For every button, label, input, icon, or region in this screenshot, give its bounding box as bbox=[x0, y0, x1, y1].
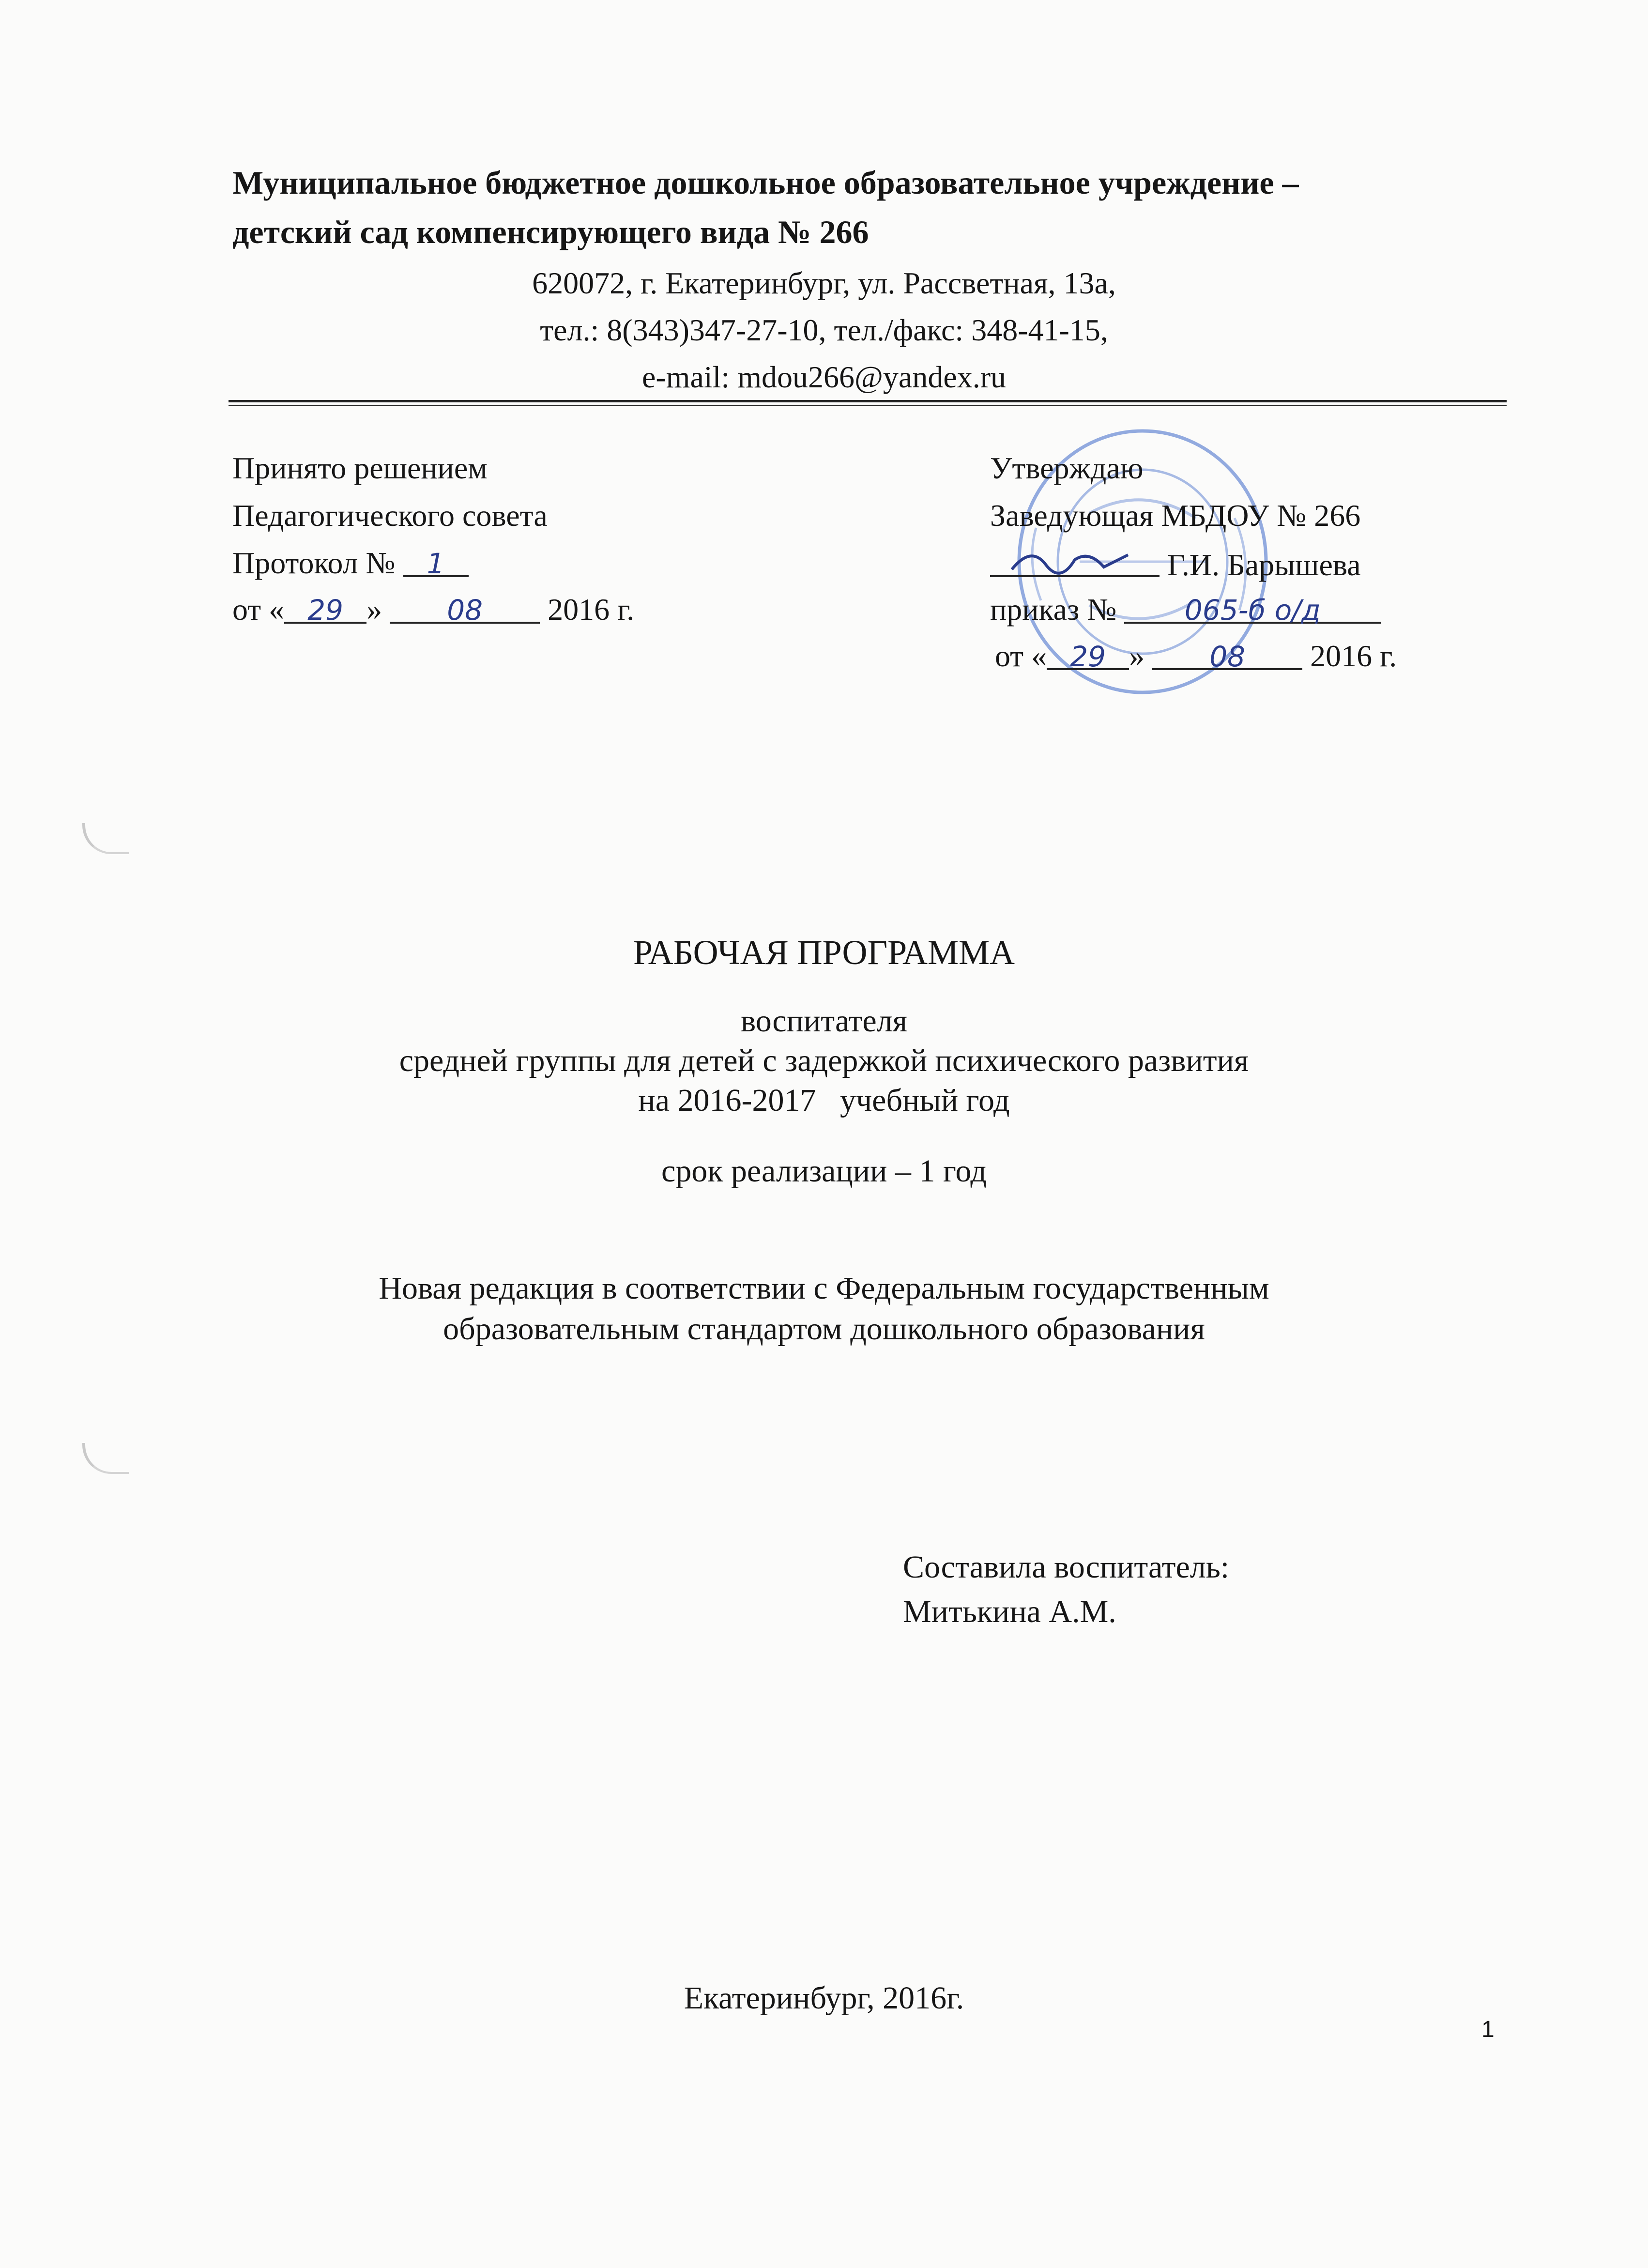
approved-signature-line bbox=[990, 545, 1361, 583]
date-mid: » bbox=[1129, 639, 1145, 673]
author-name: Митькина А.М. bbox=[903, 1594, 1116, 1629]
accepted-date bbox=[232, 592, 634, 628]
approved-line2: Заведующая МБДОУ № 266 bbox=[990, 498, 1361, 533]
order-field bbox=[1124, 592, 1381, 627]
signature-name: Г.И. Барышева bbox=[1167, 548, 1361, 582]
punch-hole-mark bbox=[82, 823, 129, 854]
protocol-field bbox=[403, 545, 469, 580]
author-label: Составила воспитатель: bbox=[903, 1549, 1230, 1585]
order-label: приказ № bbox=[990, 592, 1117, 627]
date-day-field bbox=[1047, 638, 1129, 673]
date-year: 2016 г. bbox=[548, 592, 635, 627]
program-line3: на 2016-2017 учебный год bbox=[638, 1083, 1010, 1118]
date-day-handwritten: 29 bbox=[1070, 640, 1106, 673]
date-day-handwritten: 29 bbox=[307, 594, 344, 627]
protocol-handwritten: 1 bbox=[427, 547, 445, 580]
date-month-field bbox=[1152, 638, 1302, 673]
signature-field bbox=[990, 545, 1160, 577]
signature-scribble bbox=[1002, 545, 1147, 575]
date-month-field bbox=[390, 592, 540, 627]
protocol-label: Протокол № bbox=[232, 546, 396, 580]
approved-line1: Утверждаю bbox=[990, 451, 1144, 485]
accepted-line2: Педагогического совета bbox=[232, 498, 548, 533]
header-rule bbox=[229, 400, 1507, 402]
header-rule-thin bbox=[229, 405, 1507, 406]
date-year: 2016 г. bbox=[1310, 639, 1397, 673]
accepted-protocol bbox=[232, 545, 469, 581]
edition-line1: Новая редакция в соответствии с Федеральным государственным bbox=[379, 1271, 1269, 1306]
program-line2: средней группы для детей с задержкой психического развития bbox=[399, 1043, 1249, 1078]
approved-order bbox=[990, 592, 1381, 628]
approved-date bbox=[995, 638, 1397, 674]
program-line1: воспитателя bbox=[741, 1003, 907, 1039]
program-title: РАБОЧАЯ ПРОГРАММА bbox=[633, 933, 1015, 972]
program-term: срок реализации – 1 год bbox=[661, 1153, 987, 1189]
date-prefix: от « bbox=[232, 592, 285, 627]
date-mid: » bbox=[366, 592, 382, 627]
org-phone: тел.: 8(343)347-27-10, тел./факс: 348-41-15, bbox=[540, 313, 1108, 347]
org-name-line1: Муниципальное бюджетное дошкольное образовательное учреждение – bbox=[232, 164, 1299, 201]
accepted-line1: Принято решением bbox=[232, 451, 488, 485]
org-address: 620072, г. Екатеринбург, ул. Рассветная, 13а, bbox=[532, 266, 1116, 300]
date-month-handwritten: 08 bbox=[1209, 640, 1246, 673]
date-day-field bbox=[284, 592, 366, 627]
order-handwritten: 065-б о/д bbox=[1184, 594, 1321, 627]
edition-line2: образовательным стандартом дошкольного образования bbox=[443, 1311, 1205, 1347]
punch-hole-mark bbox=[82, 1443, 129, 1474]
city-year: Екатеринбург, 2016г. bbox=[684, 1980, 964, 2016]
date-prefix: от « bbox=[995, 639, 1047, 673]
org-email: e-mail: mdou266@yandex.ru bbox=[641, 360, 1007, 394]
date-month-handwritten: 08 bbox=[447, 594, 483, 627]
org-name-line2: детский сад компенсирующего вида № 266 bbox=[232, 214, 869, 250]
page-number: 1 bbox=[1481, 2017, 1495, 2042]
